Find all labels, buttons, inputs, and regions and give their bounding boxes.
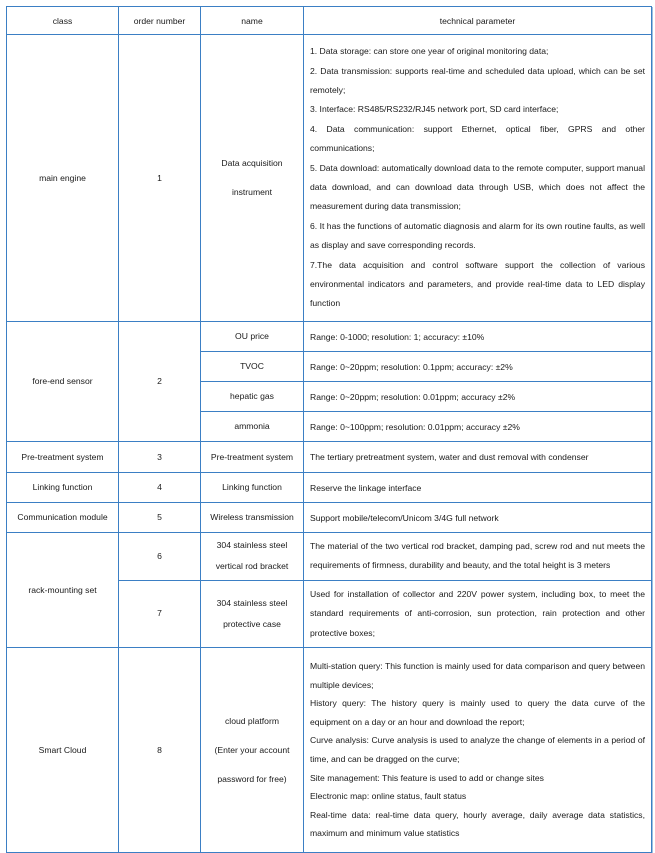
order-cell: 7	[119, 580, 201, 647]
parameter-cell: The material of the two vertical rod bracket, damping pad, screw rod and nut meets the requirements of firmness, durability and beauty, and the total height is 3 meters	[304, 533, 652, 581]
class-cell: Smart Cloud	[7, 648, 119, 853]
parameter-item: Site management: This feature is used to add or change sites	[310, 772, 544, 783]
name-line: instrument	[231, 187, 273, 197]
class-cell: rack-mounting set	[7, 533, 119, 648]
name-line: 304 stainless steel	[216, 597, 288, 608]
parameter-cell: Support mobile/telecom/Unicom 3/4G full network	[304, 503, 652, 533]
name-cell	[201, 533, 304, 581]
class-cell: Pre-treatment system	[7, 442, 119, 473]
parameter-item: 5. Data download: automatically download data to the remote computer, support manual data download, and can download data through USB, which does not affect the measurement during data transmission;	[310, 162, 645, 212]
header-order-number: order number	[119, 7, 201, 35]
parameter-cell	[304, 35, 652, 322]
class-cell: fore-end sensor	[7, 322, 119, 442]
name-cell	[201, 648, 304, 853]
name-line: vertical rod bracket	[215, 561, 289, 572]
parameter-item: 3. Interface: RS485/RS232/RJ45 network port, SD card interface;	[310, 104, 559, 115]
parameter-item: Multi-station query: This function is mainly used for data comparison and query between multiple devices;	[310, 661, 645, 690]
parameter-cell: Reserve the linkage interface	[304, 473, 652, 503]
order-cell: 4	[119, 473, 201, 503]
parameter-cell	[304, 648, 652, 853]
header-class: class	[7, 7, 119, 35]
table-row	[7, 648, 652, 853]
name-cell: Wireless transmission	[201, 503, 304, 533]
parameter-cell: Range: 0~100ppm; resolution: 0.01ppm; accuracy ±2%	[304, 412, 652, 442]
parameter-item: Curve analysis: Curve analysis is used to analyze the change of elements in a period of time, and can be dragged on the curve;	[310, 735, 645, 765]
parameter-item: Real-time data: real-time data query, hourly average, daily average data statistics, maximum and minimum value statistics	[310, 809, 645, 839]
table-row	[7, 322, 652, 352]
name-line: password for free)	[217, 773, 287, 784]
order-cell: 6	[119, 533, 201, 581]
parameter-item: Electronic map: online status, fault status	[310, 791, 467, 802]
class-cell: main engine	[7, 35, 119, 322]
class-cell: Communication module	[7, 503, 119, 533]
parameter-cell: Range: 0~20ppm; resolution: 0.1ppm; accuracy: ±2%	[304, 352, 652, 382]
header-name: name	[201, 7, 304, 35]
parameter-item: 2. Data transmission: supports real-time and scheduled data upload, which can be set remotely;	[310, 65, 645, 95]
parameter-item: 6. It has the functions of automatic diagnosis and alarm for its own routine faults, as well as display and save corresponding records.	[310, 220, 645, 251]
table-row	[7, 35, 652, 322]
order-cell: 5	[119, 503, 201, 533]
parameter-cell: Used for installation of collector and 220V power system, including box, to meet the standard requirements of anti-corrosion, sun protection, rain protection and other protective boxes;	[304, 580, 652, 647]
name-cell	[201, 35, 304, 322]
name-cell: OU price	[201, 322, 304, 352]
name-line: Data acquisition	[221, 158, 283, 168]
name-cell	[201, 580, 304, 647]
parameter-cell: The tertiary pretreatment system, water and dust removal with condenser	[304, 442, 652, 473]
parameter-item: 4. Data communication: support Ethernet, optical fiber, GPRS and other communications;	[310, 123, 645, 154]
name-cell: Pre-treatment system	[201, 442, 304, 473]
name-cell: TVOC	[201, 352, 304, 382]
name-line: protective case	[223, 618, 281, 629]
order-cell: 3	[119, 442, 201, 473]
parameter-cell: Range: 0~20ppm; resolution: 0.01ppm; accuracy ±2%	[304, 382, 652, 412]
parameter-cell: Range: 0-1000; resolution: 1; accuracy: ±10%	[304, 322, 652, 352]
parameter-item: 7.The data acquisition and control software support the collection of various environmental indicators and parameters, and provide real-time data to LED display function	[310, 259, 645, 309]
table-row	[7, 503, 652, 533]
name-line: (Enter your account	[214, 744, 290, 755]
name-cell: ammonia	[201, 412, 304, 442]
name-cell: hepatic gas	[201, 382, 304, 412]
order-cell: 1	[119, 35, 201, 322]
header-technical-parameter: technical parameter	[304, 7, 652, 35]
header-row	[7, 7, 652, 35]
specification-table	[6, 6, 652, 853]
order-cell: 2	[119, 322, 201, 442]
parameter-item: History query: The history query is mainly used to query the data curve of the equipment on a day or an hour and download the report;	[310, 698, 645, 727]
name-cell: Linking function	[201, 473, 304, 503]
table-row	[7, 533, 652, 581]
parameter-item: 1. Data storage: can store one year of original monitoring data;	[310, 46, 549, 57]
order-cell: 8	[119, 648, 201, 853]
name-line: cloud platform	[225, 715, 279, 726]
name-line: 304 stainless steel	[216, 540, 288, 551]
table-row	[7, 442, 652, 473]
table-row	[7, 473, 652, 503]
class-cell: Linking function	[7, 473, 119, 503]
